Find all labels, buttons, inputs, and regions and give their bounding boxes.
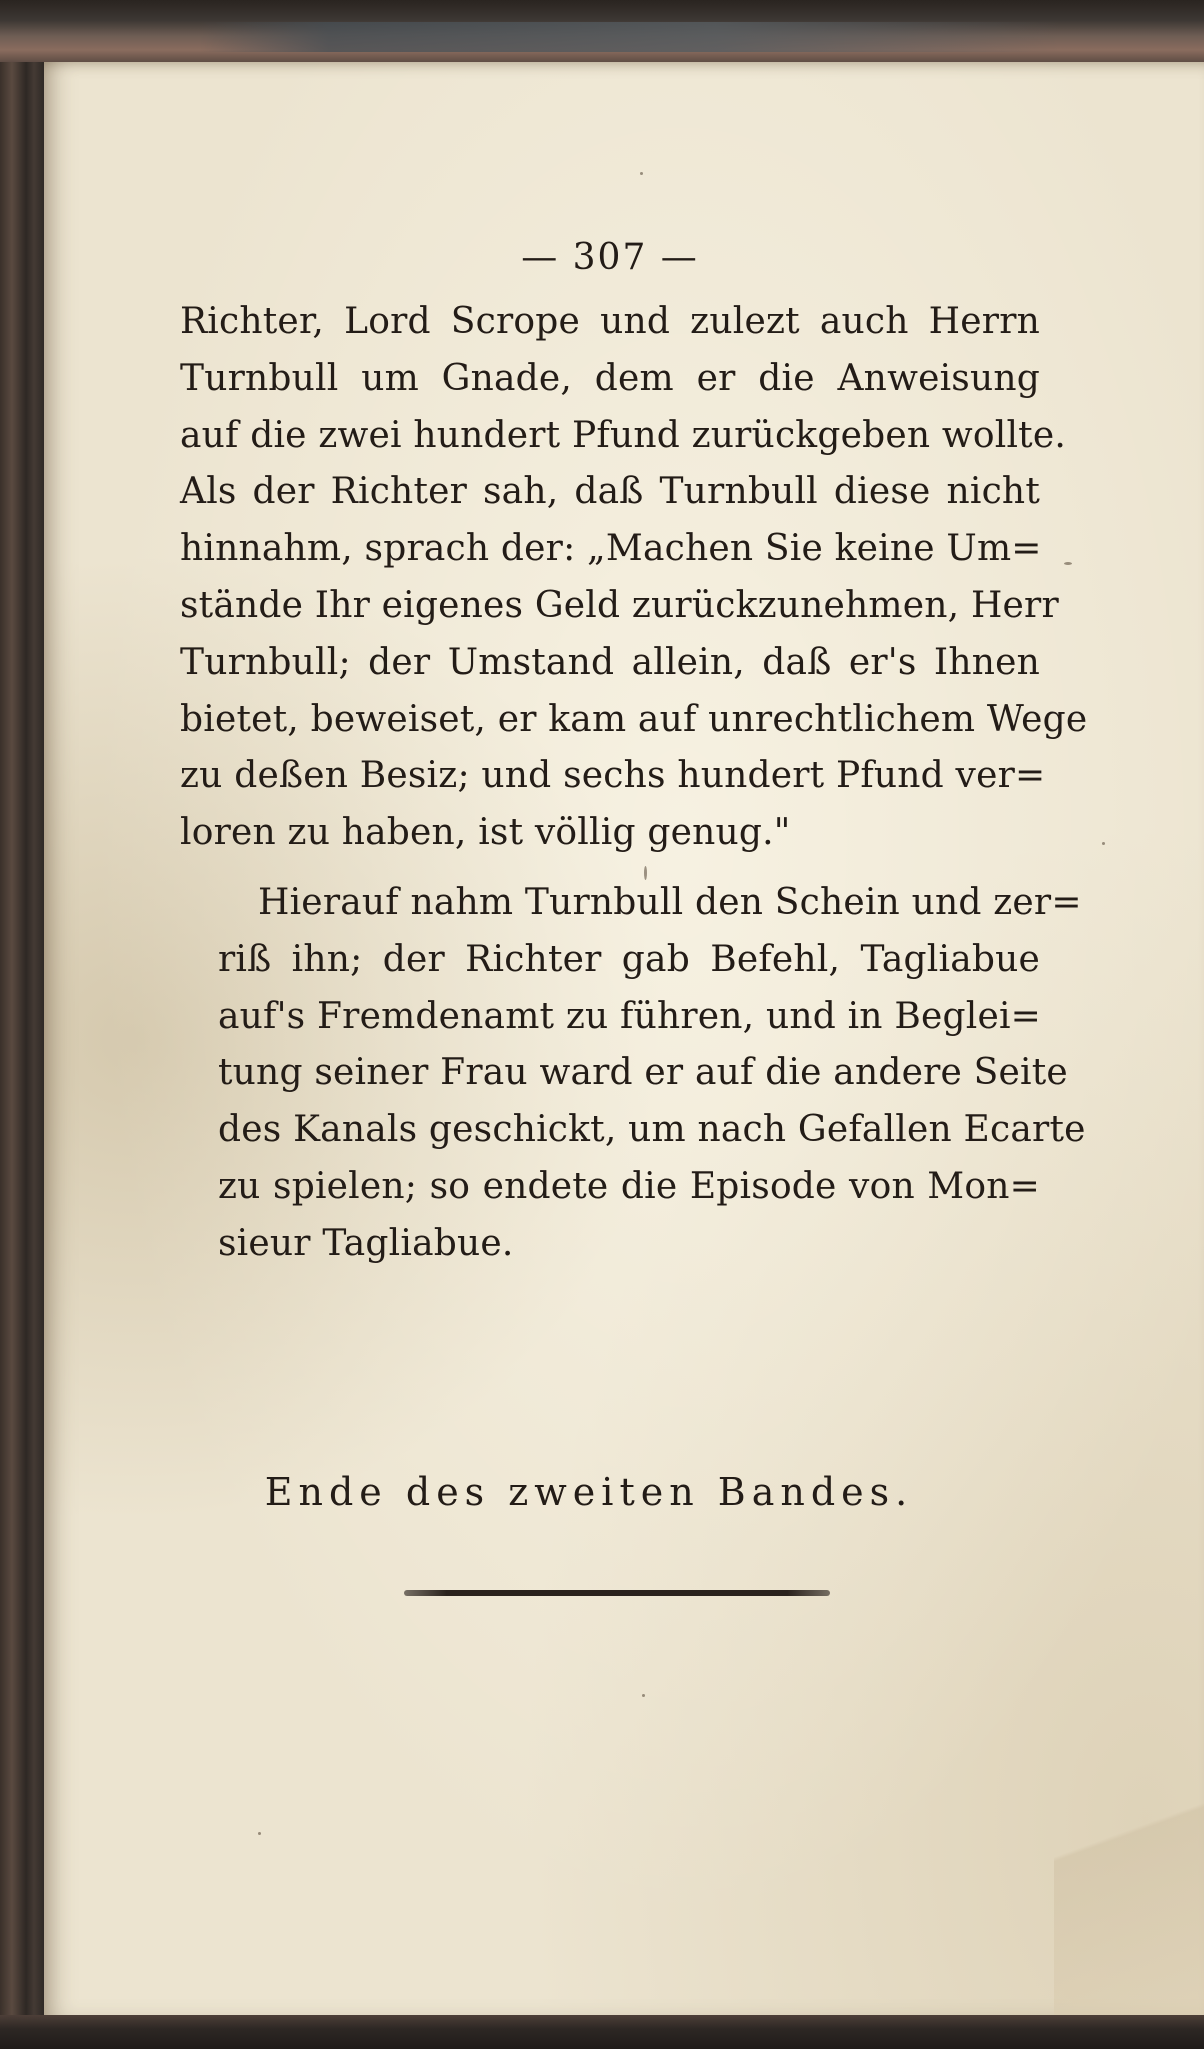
text-line: Turnbull um Gnade, dem er die Anweisung [180,357,1040,399]
text-line: auf die zwei hundert Pfund zurückgeben wollte. [180,414,1066,456]
page-number: — 307 — [521,237,699,278]
text-line: riß ihn; der Richter gab Befehl, Tagliabue [218,938,1040,980]
text-block [180,237,1088,1273]
book-cover-top-edge [0,0,1204,62]
text-line: tung seiner Frau ward er auf die andere Seite [218,1052,1068,1094]
paper-speck [258,1832,261,1835]
text-line: sieur Tagliabue. [218,1222,514,1264]
text-line: auf's Fremdenamt zu führen, und in Beglei= [218,995,1042,1037]
text-line: des Kanals geschickt, um nach Gefallen Ecarte [218,1109,1086,1151]
text-line: zu deßen Besiz; und sechs hundert Pfund ver= [180,755,1046,797]
text-line: stände Ihr eigenes Geld zurückzunehmen, Herr [180,584,1059,626]
paper-speck [640,172,643,175]
paragraph [180,294,1088,862]
closing-rule [404,1590,830,1596]
paper-speck [1064,562,1072,565]
text-line: loren zu haben, ist völlig genug." [180,812,791,854]
book-cover-bottom-edge [0,2015,1204,2049]
text-line: Hierauf nahm Turnbull den Schein und zer= [258,881,1082,923]
text-line: Als der Richter sah, daß Turnbull diese nicht [180,471,1040,513]
text-line: hinnahm, sprach der: „Machen Sie keine Um= [180,528,1042,570]
paper-speck [642,1694,645,1697]
text-line: Turnbull; der Umstand allein, daß er's Ihnen [180,641,1040,683]
paper-speck [1102,842,1105,845]
book-page [44,62,1204,2016]
text-line: bietet, beweiset, er kam auf unrechtlichem Wege [180,698,1088,740]
text-line: Richter, Lord Scrope und zulezt auch Herrn [180,301,1040,342]
page-corner-shade [1054,1596,1204,2016]
volume-ending: Ende des zweiten Bandes. [264,1470,914,1514]
text-line: zu spielen; so endete die Episode von Mon= [218,1165,1040,1207]
paragraph [180,875,1086,1273]
